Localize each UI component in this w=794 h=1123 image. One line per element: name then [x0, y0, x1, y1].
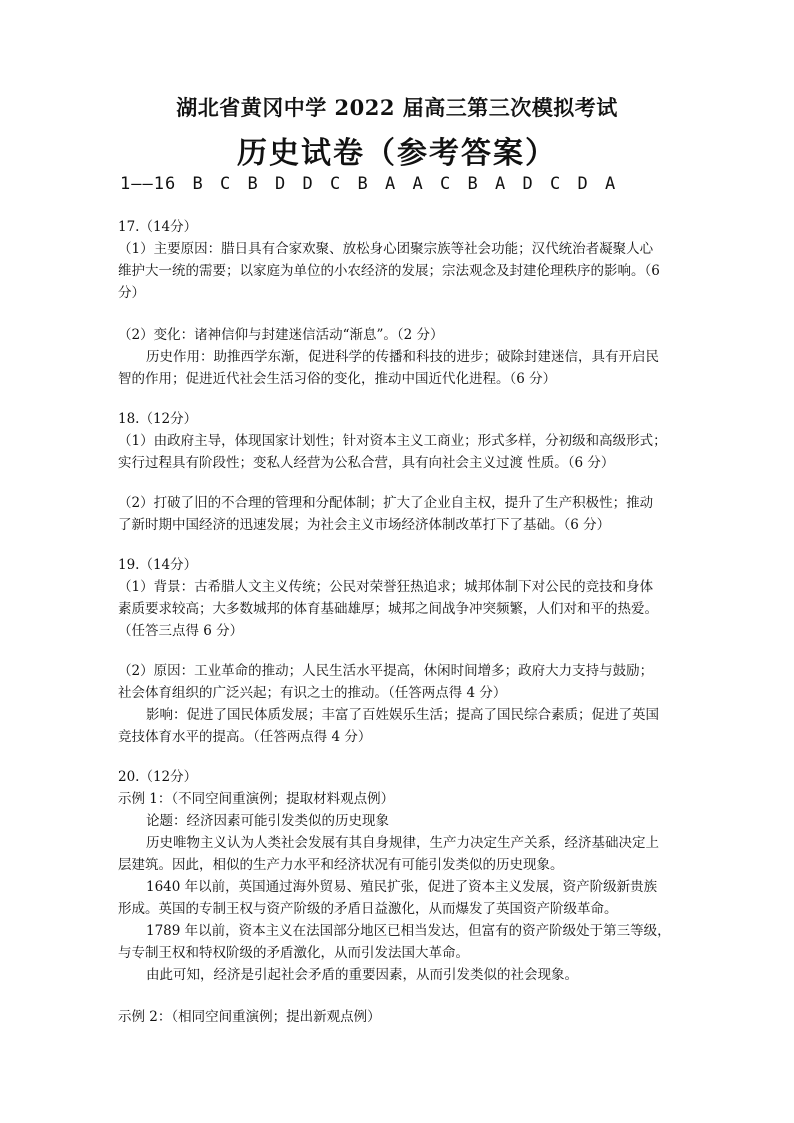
choice-letter: C: [219, 174, 232, 194]
q18-heading: 18.（12分）: [118, 411, 198, 427]
paper-title: 历史试卷（参考答案）: [237, 136, 557, 171]
q19-part2-line: （2）原因：工业革命的推动；人民生活水平提高，休闲时间增多；政府大力支持与鼓励；: [118, 663, 654, 679]
q20-example2-label: 示例 2：（相同空间重演例；提出新观点例）: [118, 1009, 381, 1025]
q18-part2-line: （2）打破了旧的不合理的管理和分配体制；扩大了企业自主权，提升了生产积极性；推动: [118, 495, 654, 511]
q17-part2-line: 智的作用；促进近代社会生活习俗的变化，推动中国近代化进程。（6 分）: [118, 371, 557, 387]
q20-thesis: 论题：经济因素可能引发类似的历史现象: [146, 813, 389, 829]
choice-letter: D: [302, 174, 314, 194]
q20-conclusion: 由此可知，经济是引起社会矛盾的重要因素，从而引发类似的社会现象。: [146, 967, 578, 983]
q19-part1-line: （1）背景：古希腊人文主义传统；公民对荣誉狂热追求；城邦体制下对公民的竞技和身体: [118, 579, 654, 595]
choice-letter: B: [247, 174, 259, 194]
q17-part1-line: （1）主要原因：腊日具有合家欢聚、放松身心团聚宗族等社会功能；汉代统治者凝聚人心: [118, 241, 654, 257]
choice-letter: B: [357, 174, 369, 194]
choice-letter: C: [439, 174, 452, 194]
choice-letter: B: [467, 174, 479, 194]
choice-letter: C: [329, 174, 342, 194]
q17-part2-line: （2）变化：诸神信仰与封建迷信活动“渐息”。（2 分）: [118, 327, 444, 343]
q19-part3-line: 竞技体育水平的提高。（任答两点得 4 分）: [118, 729, 372, 745]
q17-part1-line: 维护大一统的需要；以家庭为单位的小农经济的发展；宗法观念及封建伦理秩序的影响。（6: [118, 263, 660, 279]
q17-heading: 17.（14分）: [118, 219, 198, 235]
q19-part3-line: 影响：促进了国民体质发展；丰富了百姓娱乐生活；提高了国民综合素质；促进了英国: [146, 707, 659, 723]
q17-part1-line: 分）: [118, 285, 145, 301]
q20-heading: 20.（12分）: [118, 769, 198, 785]
q19-heading: 19.（14分）: [118, 557, 198, 573]
choice-letter: B: [192, 174, 204, 194]
choice-letter: D: [522, 174, 534, 194]
q19-part2-line: 社会体育组织的广泛兴起；有识之士的推动。（任答两点得 4 分）: [118, 685, 507, 701]
choice-letter: A: [412, 174, 424, 194]
choice-letter: A: [384, 174, 397, 194]
q20-argument-line: 层建筑。因此，相似的生产力水平和经济状况有可能引发类似的历史现象。: [118, 857, 564, 873]
q19-part1-line: 素质要求较高；大多数城邦的体育基础雄厚；城邦之间战争冲突频繁，人们对和平的热爱。: [118, 601, 658, 617]
choice-letter: D: [577, 174, 589, 194]
choice-letter: A: [604, 174, 617, 194]
choice-range: 1——16: [120, 174, 177, 194]
q19-part1-line: （任答三点得 6 分）: [118, 623, 244, 639]
choice-answers: [120, 174, 621, 194]
choice-letter: C: [549, 174, 562, 194]
q18-part2-line: 了新时期中国经济的迅速发展；为社会主义市场经济体制改革打下了基础。（6 分）: [118, 517, 611, 533]
q18-part1-line: 实行过程具有阶段性；变私人经营为公私合营，具有向社会主义过渡 性质。（6 分）: [118, 455, 615, 471]
q18-part1-line: （1）由政府主导，体现国家计划性；针对资本主义工商业；形式多样，分初级和高级形式；: [118, 433, 667, 449]
choice-letter: A: [494, 174, 507, 194]
school-exam-title: 湖北省黄冈中学 2022 届高三第三次模拟考试: [176, 95, 618, 120]
q17-part2-line: 历史作用：助推西学东渐，促进科学的传播和科技的进步；破除封建迷信，具有开启民: [146, 349, 659, 365]
q20-argument-line: 与专制王权和特权阶级的矛盾激化，从而引发法国大革命。: [118, 945, 469, 961]
q20-argument-line: 1789 年以前，资本主义在法国部分地区已相当发达，但富有的资产阶级处于第三等级，: [146, 923, 671, 939]
choice-letter: D: [274, 174, 287, 194]
q20-example1-label: 示例 1：（不同空间重演例；提取材料观点例）: [118, 791, 395, 807]
q20-argument-line: 1640 年以前，英国通过海外贸易、殖民扩张，促进了资本主义发展，资产阶级新贵族: [146, 879, 658, 895]
q20-argument-line: 形成。英国的专制王权与资产阶级的矛盾日益激化，从而爆发了英国资产阶级革命。: [118, 901, 618, 917]
q20-argument-line: 历史唯物主义认为人类社会发展有其自身规律，生产力决定生产关系，经济基础决定上: [146, 835, 659, 851]
